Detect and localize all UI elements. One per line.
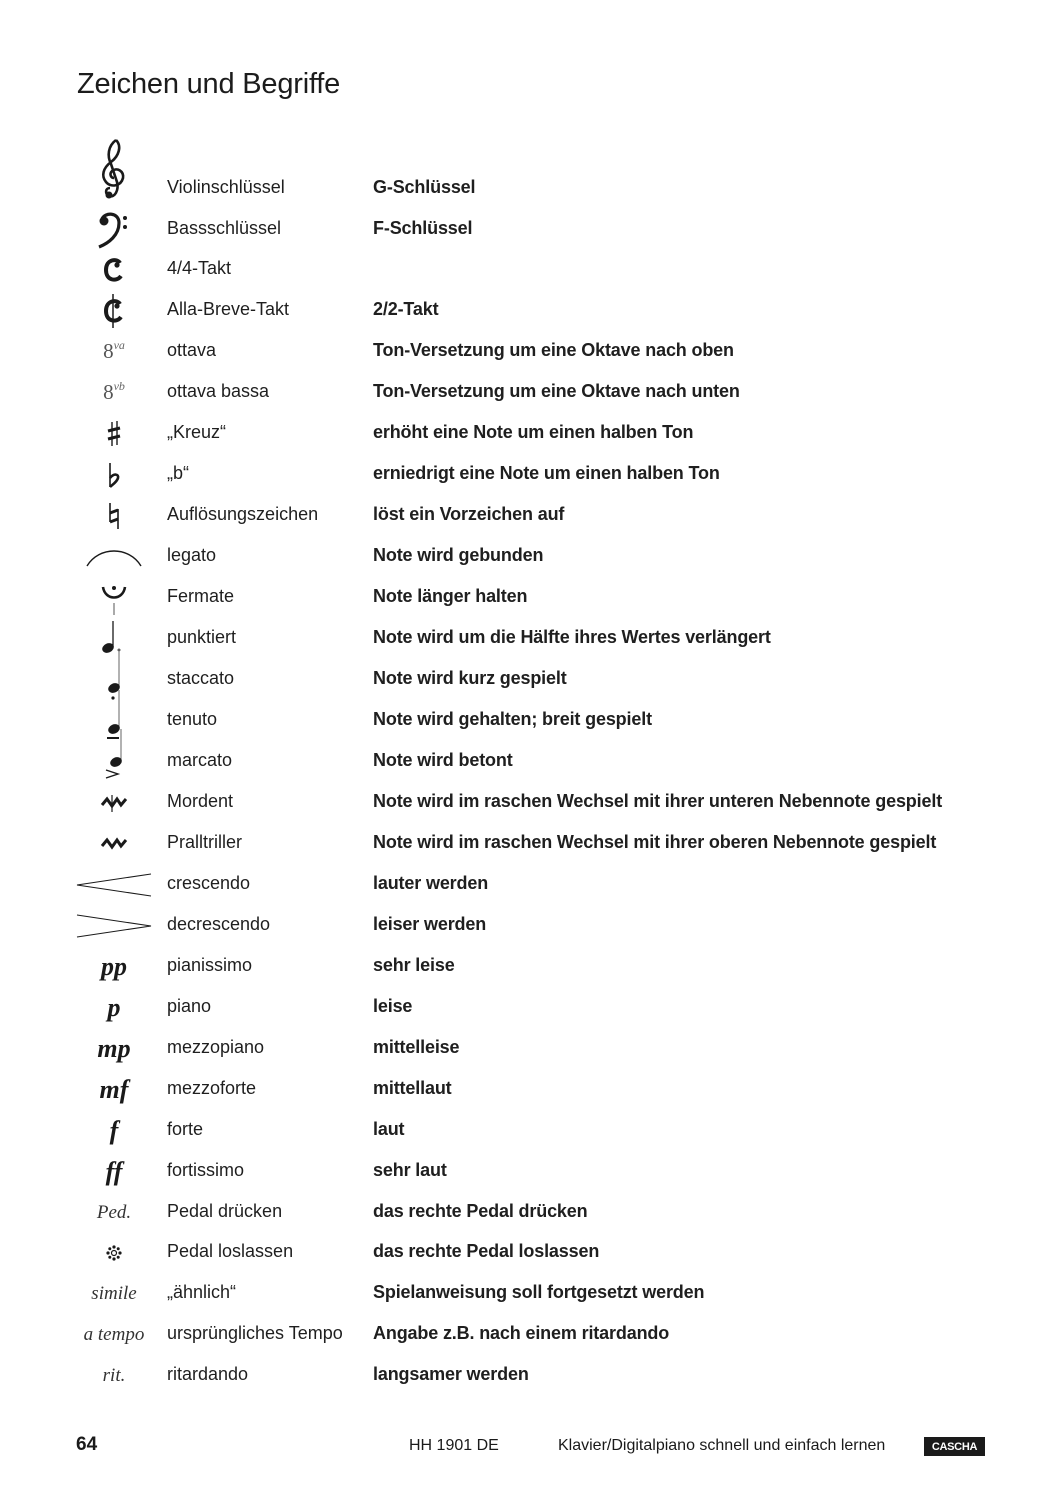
glossary-row — [0, 1110, 1060, 1151]
simile-icon: simile — [91, 1282, 137, 1304]
glossary-row — [0, 823, 1060, 864]
treble-clef-icon — [70, 138, 158, 208]
page-footer — [0, 1434, 1060, 1460]
term: „ähnlich“ — [167, 1282, 237, 1302]
description: leiser werden — [373, 914, 487, 934]
crescendo-hairpin-icon — [74, 864, 154, 905]
dynamic-f-icon: f — [109, 1115, 119, 1145]
description: F-Schlüssel — [373, 218, 473, 238]
term: Alla-Breve-Takt — [167, 299, 290, 319]
glossary-row — [0, 536, 1060, 577]
sharp-icon — [70, 413, 158, 454]
term: decrescendo — [167, 914, 271, 934]
natural-icon — [70, 495, 158, 536]
glossary-row — [0, 1232, 1060, 1273]
pralltriller-icon — [70, 823, 158, 864]
description: Ton-Versetzung um eine Oktave nach oben — [373, 340, 734, 360]
ritardando-icon: rit. — [102, 1364, 126, 1386]
description: Note wird im raschen Wechsel mit ihrer unteren Nebennote gespielt — [373, 791, 943, 811]
flat-icon — [70, 454, 158, 495]
glossary-row — [0, 372, 1060, 413]
dynamic-mf-icon: mf — [99, 1074, 129, 1104]
term: pianissimo — [167, 955, 253, 975]
pedal-up-icon — [70, 1232, 158, 1273]
mordent-icon — [70, 782, 158, 823]
glossary-row — [0, 618, 1060, 659]
pedal-down-icon: Ped. — [96, 1201, 132, 1223]
dynamic-pp-icon: pp — [101, 951, 127, 981]
product-code: HH 1901 DE — [409, 1437, 499, 1454]
dynamic-p-icon: p — [107, 992, 121, 1022]
description: G-Schlüssel — [373, 177, 476, 197]
description: mittellaut — [373, 1078, 452, 1098]
glossary-row — [0, 782, 1060, 823]
description: lauter werden — [373, 873, 489, 893]
decrescendo-hairpin-icon — [74, 905, 154, 946]
fermata-icon — [70, 577, 158, 618]
ottava-alta-icon: 8 va — [103, 338, 125, 363]
glossary-row — [0, 1028, 1060, 1069]
term: Pedal drücken — [167, 1201, 283, 1221]
description: löst ein Vorzeichen auf — [373, 504, 565, 524]
ottava-bassa-icon: 8 vb — [103, 379, 125, 404]
glossary-row — [0, 209, 1060, 250]
term: piano — [167, 996, 212, 1016]
term: Mordent — [167, 791, 234, 811]
description: Note länger halten — [373, 586, 528, 606]
description: das rechte Pedal drücken — [373, 1201, 588, 1221]
term: ottava bassa — [167, 381, 270, 401]
slur-icon — [70, 536, 158, 577]
glossary-row — [0, 1069, 1060, 1110]
description: Spielanweisung soll fortgesetzt werden — [373, 1282, 705, 1302]
glossary-row — [0, 454, 1060, 495]
glossary-row — [0, 864, 1060, 905]
description: sehr leise — [373, 955, 455, 975]
description: Angabe z.B. nach einem ritardando — [373, 1323, 670, 1343]
description: mittelleise — [373, 1037, 460, 1057]
term: Violinschlüssel — [167, 177, 285, 197]
glossary-row — [0, 495, 1060, 536]
glossary-row — [0, 1151, 1060, 1192]
glossary-row — [0, 905, 1060, 946]
glossary-row — [0, 987, 1060, 1028]
glossary-row — [0, 1314, 1060, 1355]
description: Note wird gebunden — [373, 545, 544, 565]
term: Auflösungszeichen — [167, 504, 319, 524]
page-title: Zeichen und Begriffe — [77, 68, 341, 100]
description: Ton-Versetzung um eine Oktave nach unten — [373, 381, 740, 401]
dynamic-ff-icon: ff — [105, 1156, 123, 1186]
term: forte — [167, 1119, 204, 1139]
page-number: 64 — [76, 1434, 98, 1455]
book-title: Klavier/Digitalpiano schnell und einfach lernen — [558, 1437, 886, 1454]
description: Note wird kurz gespielt — [373, 668, 567, 688]
term: ursprüngliches Tempo — [167, 1323, 343, 1343]
glossary-row — [0, 700, 1060, 741]
glossary-row — [0, 331, 1060, 372]
term: ritardando — [167, 1364, 249, 1384]
term: marcato — [167, 750, 233, 770]
term: Bassschlüssel — [167, 218, 282, 238]
dynamic-mp-icon: mp — [97, 1033, 131, 1063]
description: leise — [373, 996, 413, 1016]
description: das rechte Pedal loslassen — [373, 1241, 600, 1261]
term: crescendo — [167, 873, 251, 893]
glossary-row — [0, 1273, 1060, 1314]
description: sehr laut — [373, 1160, 447, 1180]
term: punktiert — [167, 627, 237, 647]
glossary-row — [0, 946, 1060, 987]
term: fortissimo — [167, 1160, 245, 1180]
glossary-row — [0, 741, 1060, 782]
term: „b“ — [167, 463, 189, 483]
glossary-row — [0, 659, 1060, 700]
term: mezzopiano — [167, 1037, 265, 1057]
term: ottava — [167, 340, 217, 360]
description: Note wird gehalten; breit gespielt — [373, 709, 652, 729]
glossary-row — [0, 168, 1060, 209]
glossary-row — [0, 249, 1060, 290]
description: erniedrigt eine Note um einen halben Ton — [373, 463, 720, 483]
glossary-row — [0, 1192, 1060, 1233]
a-tempo-icon: a tempo — [83, 1323, 145, 1345]
term: mezzoforte — [167, 1078, 257, 1098]
term: Fermate — [167, 586, 235, 606]
cut-time-icon — [70, 290, 158, 331]
term: „Kreuz“ — [167, 422, 227, 442]
term: 4/4-Takt — [167, 258, 232, 278]
term: Pralltriller — [167, 832, 243, 852]
description: erhöht eine Note um einen halben Ton — [373, 422, 694, 442]
description: langsamer werden — [373, 1364, 529, 1384]
term: Pedal loslassen — [167, 1241, 294, 1261]
publisher-logo: CASCHA — [924, 1437, 985, 1456]
term: legato — [167, 545, 217, 565]
term: staccato — [167, 668, 235, 688]
term: tenuto — [167, 709, 218, 729]
description: Note wird um die Hälfte ihres Wertes verlängert — [373, 627, 771, 647]
glossary-row — [0, 413, 1060, 454]
description: laut — [373, 1119, 405, 1139]
description: Note wird betont — [373, 750, 513, 770]
glossary-row — [0, 577, 1060, 618]
common-time-icon — [70, 249, 158, 290]
bass-clef-icon — [70, 209, 158, 250]
glossary-row — [0, 290, 1060, 331]
glossary-row — [0, 1355, 1060, 1396]
description: Note wird im raschen Wechsel mit ihrer oberen Nebennote gespielt — [373, 832, 937, 852]
description: 2/2-Takt — [373, 299, 439, 319]
